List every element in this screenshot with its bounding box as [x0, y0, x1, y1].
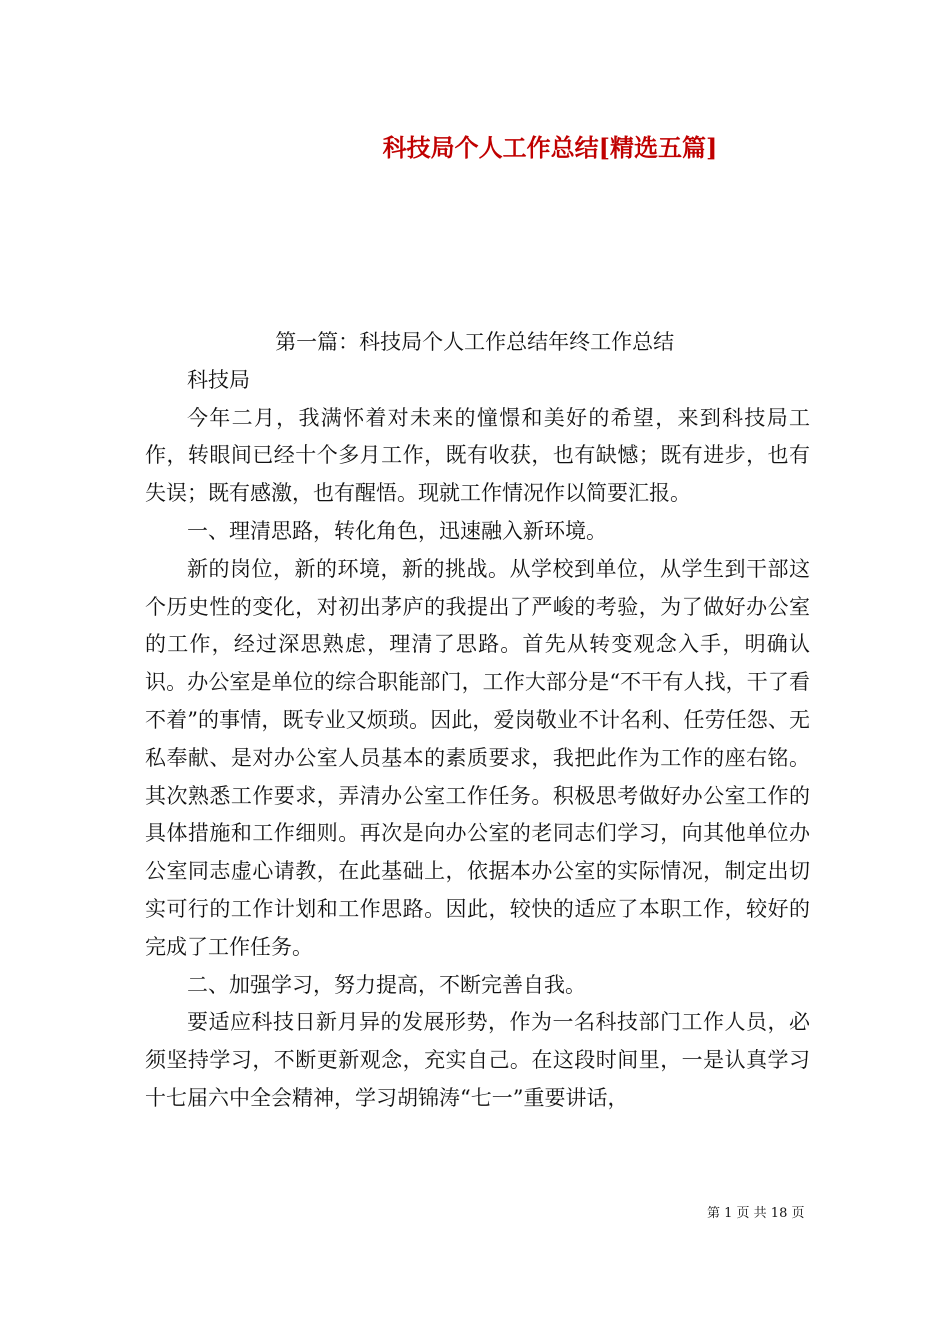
page-footer: 第 1 页 共 18 页: [707, 1206, 805, 1221]
heading-one: 一、理清思路，转化角色，迅速融入新环境。: [187, 518, 607, 543]
document-title: 科技局个人工作总结[精选五篇]: [382, 133, 718, 162]
paragraph-intro: 今年二月，我满怀着对未来的憧憬和美好的希望，来到科技局工作，转眼间已经十个多月工作，既有收获，也有缺憾；既有进步，也有失误；既有感激，也有醒悟。现就工作情况作以简要汇报。: [145, 405, 810, 506]
heading-two: 二、加强学习，努力提高，不断完善自我。: [187, 972, 586, 997]
section-title: 第一篇：科技局个人工作总结年终工作总结: [275, 330, 675, 354]
paragraph-two: 要适应科技日新月异的发展形势，作为一名科技部门工作人员，必须坚持学习，不断更新观念，充实自己。在这段时间里，一是认真学习十七届六中全会精神，学习胡锦涛“七一”重要讲话，: [145, 1010, 810, 1110]
paragraph-one: 新的岗位，新的环境，新的挑战。从学校到单位，从学生到干部这个历史性的变化，对初出茅庐的我提出了严峻的考验，为了做好办公室的工作，经过深思熟虑，理清了思路。首先从转变观念入手，明确认识。办公室是单位的综合职能部门，工作大部分是“不干有人找，干了看不着”的事情，既专业又烦琐。因此，爱岗敬业不计名利、任劳任怨、无私奉献、是对办公室人员基本的素质要求，我把此作为工作的座右铭。其次熟悉工作要求，弄清办公室工作任务。积极思考做好办公室工作的具体措施和工作细则。再次是向办公室的老同志们学习，向其他单位办公室同志虚心请教，在此基础上，依据本办公室的实际情况，制定出切实可行的工作计划和工作思路。因此，较快的适应了本职工作，较好的完成了工作任务。: [145, 556, 810, 959]
document-body: [145, 324, 810, 1118]
paragraph-recipient: 科技局: [187, 367, 250, 392]
